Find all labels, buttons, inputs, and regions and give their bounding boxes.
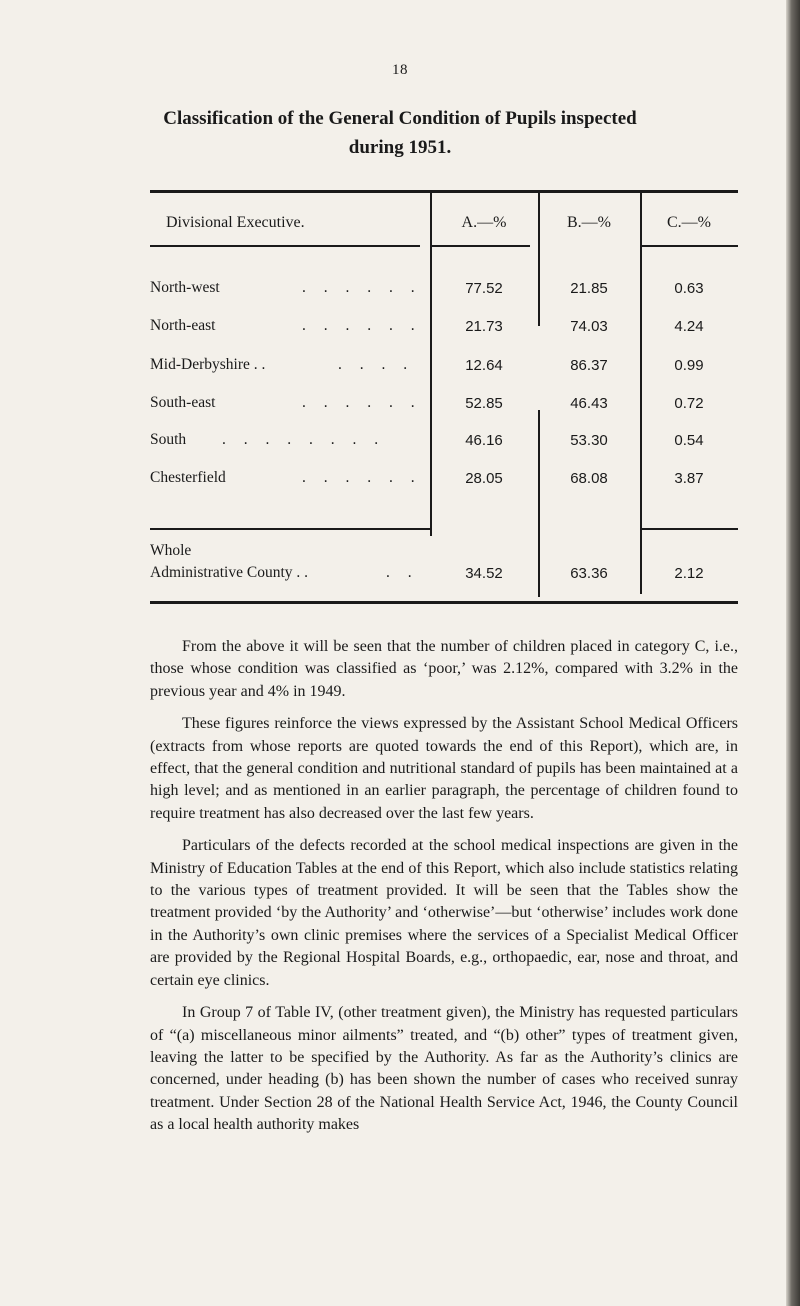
table-cell-c: 0.99: [674, 357, 704, 374]
table-top-rule: [150, 190, 738, 193]
title-line-1: Classification of the General Condition of Pupils inspected: [163, 108, 637, 129]
table-cell-b: 68.08: [570, 470, 608, 487]
row-leader-dots: . . . . . .: [302, 317, 422, 334]
table-cell-a: 21.73: [465, 318, 503, 335]
total-cell-a: 34.52: [465, 565, 503, 582]
total-cell-b: 63.36: [570, 565, 608, 582]
header-underline-label: [150, 245, 420, 247]
header-underline-a: [430, 245, 530, 247]
row-leader-dots: . . . . . . . .: [222, 431, 386, 448]
page-number: 18: [392, 62, 408, 78]
column-rule-2: [538, 190, 540, 326]
header-b-percent: B.—%: [567, 214, 611, 231]
table-bottom-rule: [150, 601, 738, 604]
table-cell-a: 12.64: [465, 357, 503, 374]
total-rule-c: [640, 528, 738, 530]
table-cell-b: 46.43: [570, 395, 608, 412]
classification-table: [150, 190, 738, 606]
table-row-label: South-east: [150, 394, 216, 411]
row-leader-dots: . . . . . .: [302, 394, 422, 411]
body-text: [150, 636, 738, 1147]
total-rule-label: [150, 528, 430, 530]
header-a-percent: A.—%: [461, 214, 507, 231]
header-c-percent: C.—%: [667, 214, 711, 231]
table-cell-c: 4.24: [674, 318, 704, 335]
table-cell-c: 3.87: [674, 470, 704, 487]
table-cell-b: 74.03: [570, 318, 608, 335]
table-cell-a: 28.05: [465, 470, 503, 487]
table-cell-a: 46.16: [465, 432, 503, 449]
table-row-label: North-east: [150, 317, 216, 334]
table-cell-b: 21.85: [570, 280, 608, 297]
page-edge-shadow: [786, 0, 800, 1306]
paragraph-4: In Group 7 of Table IV, (other treatment given), the Ministry has requested particulars of “(a) miscellaneous minor ailments” treated, and “(b) other” types of treatment given, leaving the latter to be specified by the Authority. As far as the Authority’s clinics are concerned, under heading (b) has been shown the number of cases who received sunray treatment. Under Section 28 of the National Health Service Act, 1946, the County Council as a local health authority makes: [150, 1004, 738, 1134]
paragraph-3: Particulars of the defects recorded at the school medical inspections are given in the Ministry of Education Tables at the end of this Report, which also include statistics relating to the various types of treatment provided. It will be seen that the Tables show the treatment provided ‘by the Authority’ and ‘otherwise’—but ‘otherwise’ includes work done in the Authority’s own clinic premises where the services of a Specialist Medical Officer are provided by the Regional Hospital Boards, e.g., orthopaedic, ear, nose and throat, and certain eye clinics.: [150, 837, 738, 989]
table-row-label: Mid-Derbyshire . .: [150, 356, 266, 373]
table-cell-c: 0.63: [674, 280, 704, 297]
total-row-label-line2: Administrative County . .: [150, 564, 309, 581]
header-divisional-executive: Divisional Executive.: [166, 214, 305, 231]
table-cell-b: 53.30: [570, 432, 608, 449]
paragraph-1: From the above it will be seen that the number of children placed in category C, i.e., those whose condition was classified as ‘poor,’ was 2.12%, compared with 3.2% in the previous year and 4% in 1949.: [150, 638, 738, 700]
table-cell-a: 52.85: [465, 395, 503, 412]
row-leader-dots: . . . .: [338, 356, 415, 373]
table-row-label: Chesterfield: [150, 469, 226, 486]
column-rule-3: [640, 190, 642, 594]
table-cell-a: 77.52: [465, 280, 503, 297]
title-line-2: during 1951.: [348, 137, 452, 158]
paragraph-2: These figures reinforce the views expressed by the Assistant School Medical Officers (extracts from whose reports are quoted towards the end of this Report), which are, in effect, that the general condition and nutritional standard of pupils has been maintained at a high level; and as mentioned in an earlier paragraph, the percentage of children found to require treatment has also decreased over the last few years.: [150, 715, 738, 822]
row-leader-dots: . . . . . .: [302, 279, 422, 296]
header-underline-c: [640, 245, 738, 247]
total-row-leader-dots: . .: [386, 564, 419, 581]
table-cell-b: 86.37: [570, 357, 608, 374]
total-cell-c: 2.12: [674, 565, 704, 582]
table-row-label: South: [150, 431, 187, 448]
table-row-label: North-west: [150, 279, 220, 296]
table-cell-c: 0.72: [674, 395, 704, 412]
total-row-label-line1: Whole: [150, 542, 192, 559]
page-title: [130, 104, 670, 162]
table-cell-c: 0.54: [674, 432, 704, 449]
row-leader-dots: . . . . . .: [302, 469, 422, 486]
